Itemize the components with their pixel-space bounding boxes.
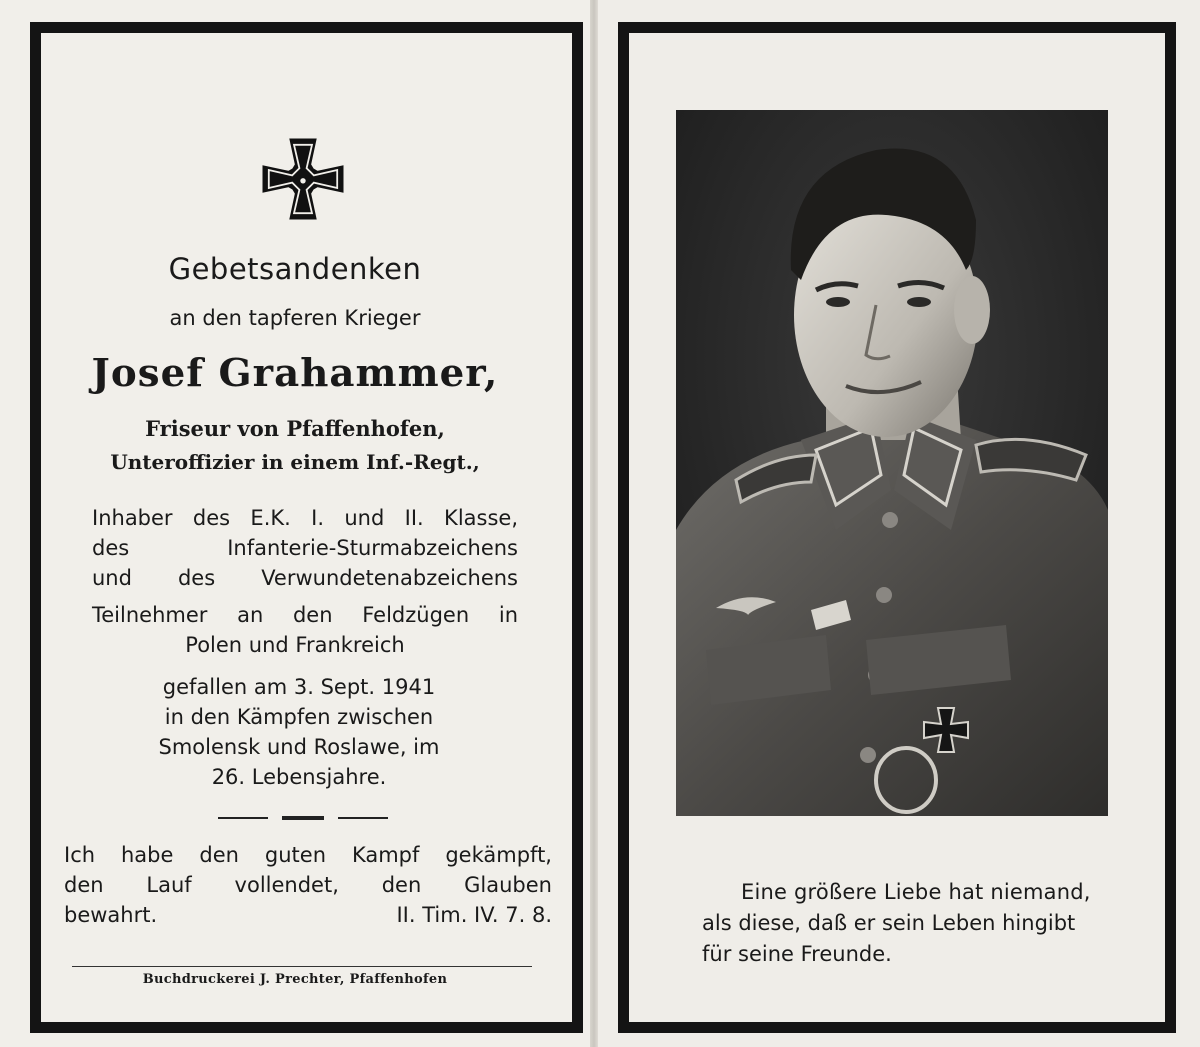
right-quote-line-2: als diese, daß er sein Leben hingibt	[702, 911, 1076, 935]
left-quote-line-3: bewahrt.	[64, 903, 158, 927]
subheading: an den tapferen Krieger	[169, 306, 421, 330]
death-line-3: Smolensk und Roslawe, im	[158, 735, 440, 759]
left-card-panel	[0, 0, 590, 1047]
death-line-2: in den Kämpfen zwischen	[164, 705, 434, 729]
ornamental-divider	[218, 816, 388, 820]
honors-line-3: und des Verwundetenabzeichens	[92, 566, 518, 590]
left-quote-line-1: Ich habe den guten Kampf gekämpft,	[64, 843, 552, 867]
quote-reference: II. Tim. IV. 7. 8.	[396, 903, 552, 927]
occupation-line: Friseur von Pfaffenhofen,	[145, 416, 445, 441]
honors-line-1: Inhaber des E.K. I. und II. Klasse,	[92, 506, 518, 530]
heading: Gebetsandenken	[168, 252, 422, 286]
iron-cross-icon	[258, 134, 348, 224]
death-line-4: 26. Lebensjahre.	[211, 765, 387, 789]
honors-line-2: des Infanterie-Sturmabzeichens	[92, 536, 518, 560]
campaign-line-2: Polen und Frankreich	[185, 633, 405, 657]
printer-credit: Buchdruckerei J. Prechter, Pfaffenhofen	[142, 972, 448, 987]
card-fold	[590, 0, 598, 1047]
printer-rule	[72, 966, 532, 967]
soldier-portrait	[676, 110, 1108, 816]
right-quote-line-1: Eine größere Liebe hat niemand,	[741, 880, 1091, 904]
rank-line: Unteroffizier in einem Inf.-Regt.,	[110, 450, 480, 474]
portrait-illustration	[676, 110, 1108, 816]
right-card-panel	[598, 0, 1200, 1047]
deceased-name: Josef Grahammer,	[91, 350, 499, 395]
left-quote-line-2: den Lauf vollendet, den Glauben	[64, 873, 552, 897]
campaign-line-1: Teilnehmer an den Feldzügen in	[92, 603, 518, 627]
right-quote-line-3: für seine Freunde.	[702, 942, 892, 966]
death-line-1: gefallen am 3. Sept. 1941	[162, 675, 436, 699]
